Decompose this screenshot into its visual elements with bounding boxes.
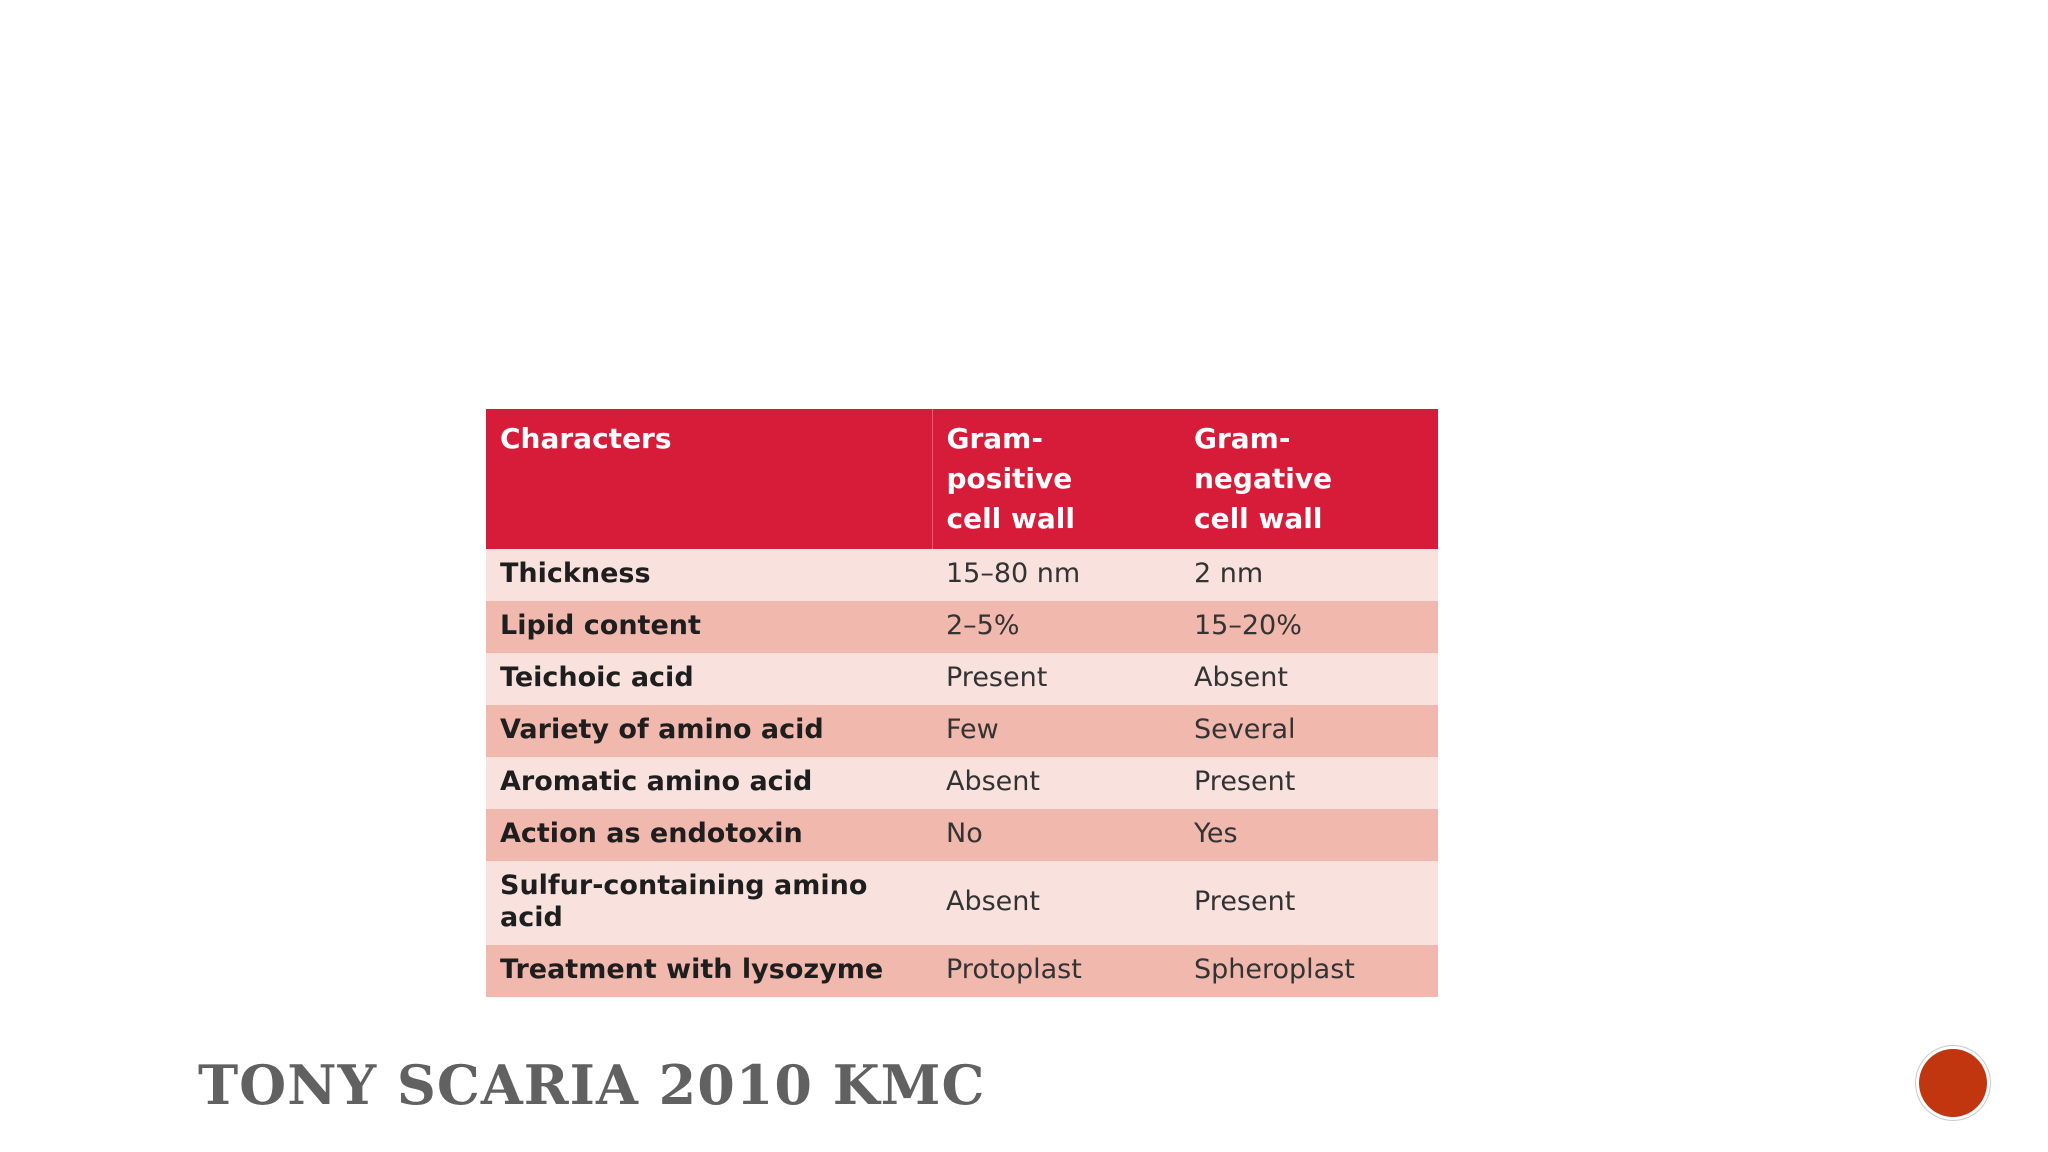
table-row	[486, 601, 1438, 653]
row-label: Variety of amino acid	[486, 705, 932, 757]
gram-negative-value: 15–20%	[1180, 601, 1438, 653]
row-label: Treatment with lysozyme	[486, 945, 932, 997]
table-row	[486, 549, 1438, 601]
row-label: Aromatic amino acid	[486, 757, 932, 809]
comparison-table	[486, 409, 1438, 997]
gram-negative-value: Present	[1180, 757, 1438, 809]
gram-negative-value: 2 nm	[1180, 549, 1438, 601]
gram-positive-value: 15–80 nm	[932, 549, 1180, 601]
gram-positive-value: 2–5%	[932, 601, 1180, 653]
gram-positive-value: No	[932, 809, 1180, 861]
table-row	[486, 705, 1438, 757]
gram-positive-value: Present	[932, 653, 1180, 705]
table-row	[486, 757, 1438, 809]
row-label: Sulfur-containing amino acid	[486, 861, 932, 945]
row-label: Lipid content	[486, 601, 932, 653]
table-row	[486, 809, 1438, 861]
gram-negative-value: Yes	[1180, 809, 1438, 861]
row-label: Teichoic acid	[486, 653, 932, 705]
slide-number-badge	[1916, 1046, 1990, 1120]
header-gram-positive: Gram-positive cell wall	[932, 409, 1180, 549]
gram-negative-value: Present	[1180, 861, 1438, 945]
row-label: Action as endotoxin	[486, 809, 932, 861]
gram-negative-value: Spheroplast	[1180, 945, 1438, 997]
badge-circle-icon	[1919, 1049, 1987, 1117]
header-characters: Characters	[486, 409, 932, 549]
gram-positive-value: Absent	[932, 861, 1180, 945]
table-row	[486, 945, 1438, 997]
table-header-row	[486, 409, 1438, 549]
table-row	[486, 653, 1438, 705]
gram-positive-value: Absent	[932, 757, 1180, 809]
gram-negative-value: Absent	[1180, 653, 1438, 705]
header-gram-negative: Gram-negative cell wall	[1180, 409, 1438, 549]
gram-negative-value: Several	[1180, 705, 1438, 757]
footer-author-text: TONY SCARIA 2010 KMC	[198, 1053, 986, 1117]
row-label: Thickness	[486, 549, 932, 601]
gram-positive-value: Few	[932, 705, 1180, 757]
table-row	[486, 861, 1438, 945]
gram-positive-value: Protoplast	[932, 945, 1180, 997]
